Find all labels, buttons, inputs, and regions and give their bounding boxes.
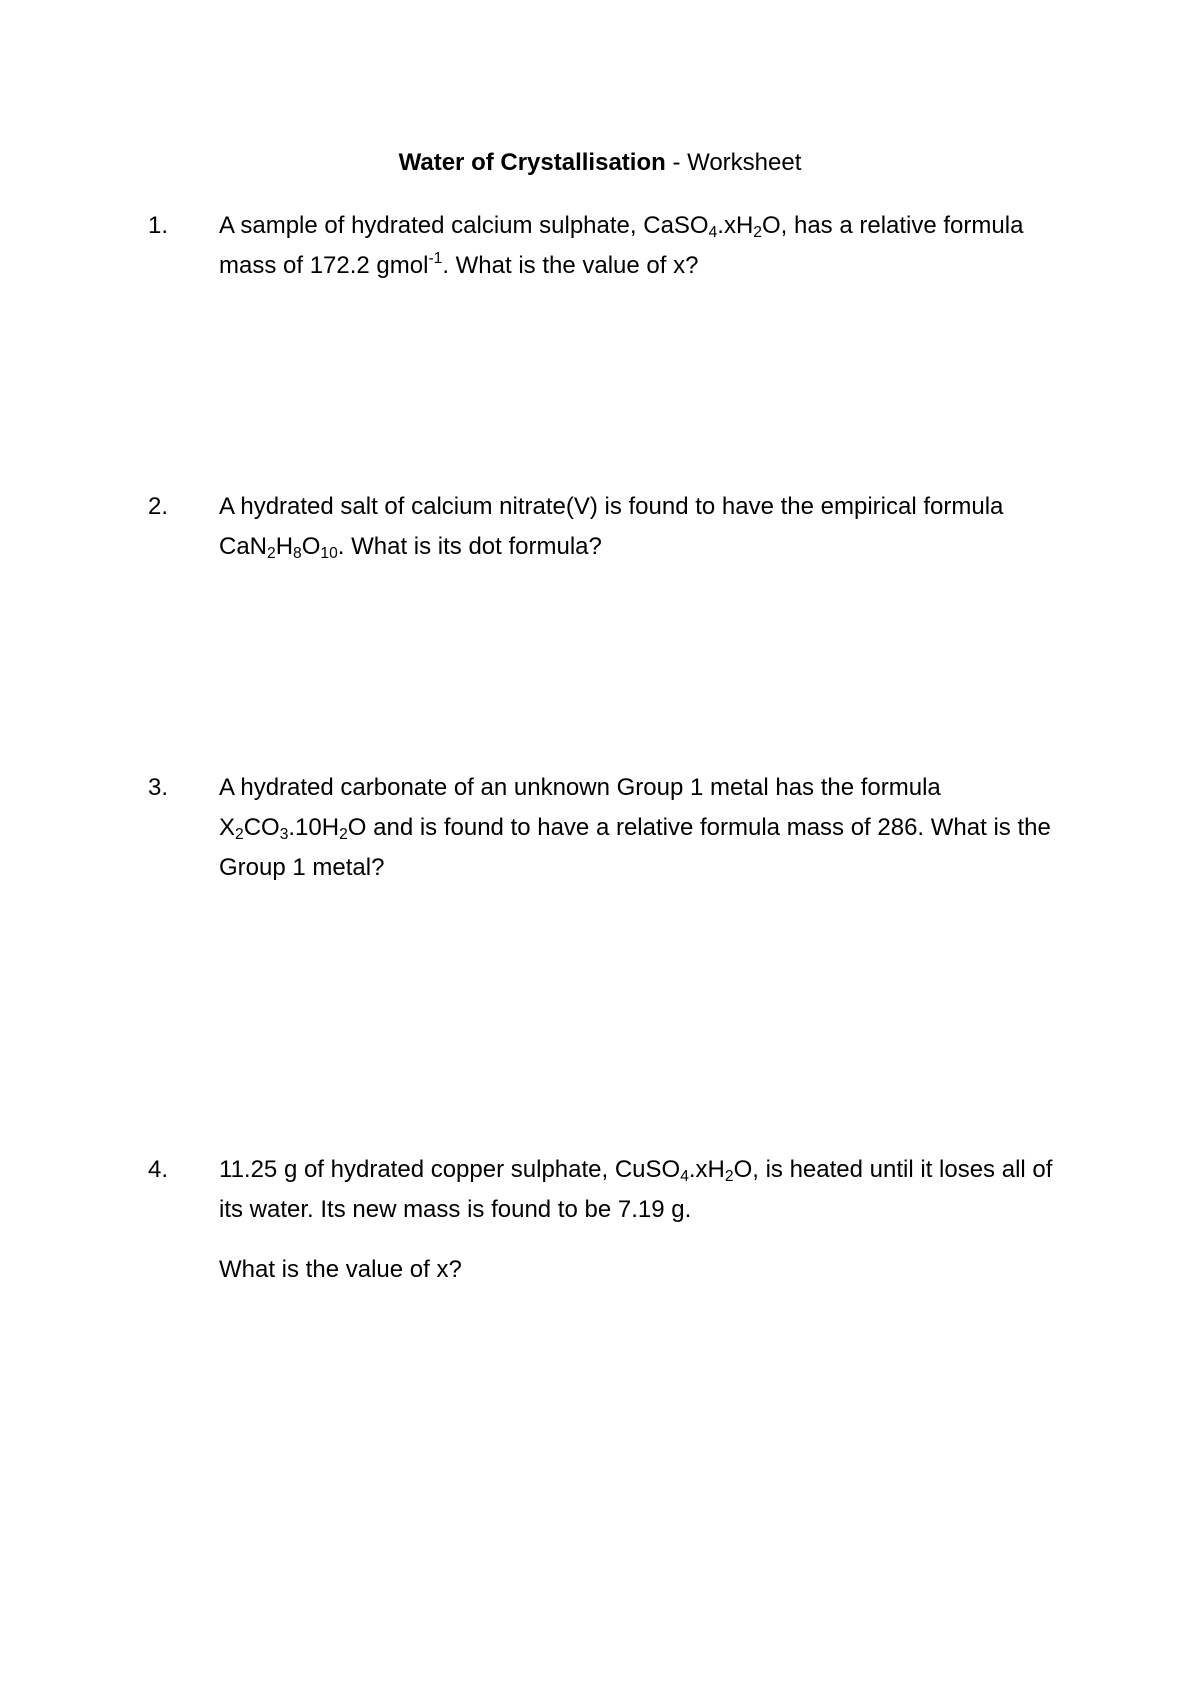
question-followup: What is the value of x? (219, 1256, 462, 1283)
question-4 (148, 1150, 1068, 1290)
question-text: A sample of hydrated calcium sulphate, $CaSO_4.xH_2O$, has a relative formula mass of 172.2 gmol$^{-1}$. What is the value of x? (219, 212, 1024, 279)
question-1 (148, 206, 1068, 286)
question-text: A hydrated salt of calcium nitrate(V) is found to have the empirical formula $CaN_2H_8O_{10}$. What is its dot formula? (219, 493, 1004, 562)
question-3 (148, 768, 1068, 888)
page-title (0, 146, 1200, 180)
question-text: 11.25 g of hydrated copper sulphate, $CuSO_4.xH_2O$, is heated until it loses all of its water. Its new mass is found to be 7.19 g. (219, 1156, 1053, 1223)
title-rest: - Worksheet (665, 149, 802, 176)
question-text: A hydrated carbonate of an unknown Group 1 metal has the formula $X_2CO_3.10H_2O$ and is found to have a relative formula mass of 286. What is the Group 1 metal? (219, 774, 1051, 881)
question-number: 1. (148, 212, 169, 239)
title-bold: Water of Crystallisation (398, 149, 666, 176)
question-number: 4. (148, 1156, 169, 1183)
question-2 (148, 487, 1068, 567)
question-number: 2. (148, 493, 169, 520)
question-number: 3. (148, 774, 169, 801)
